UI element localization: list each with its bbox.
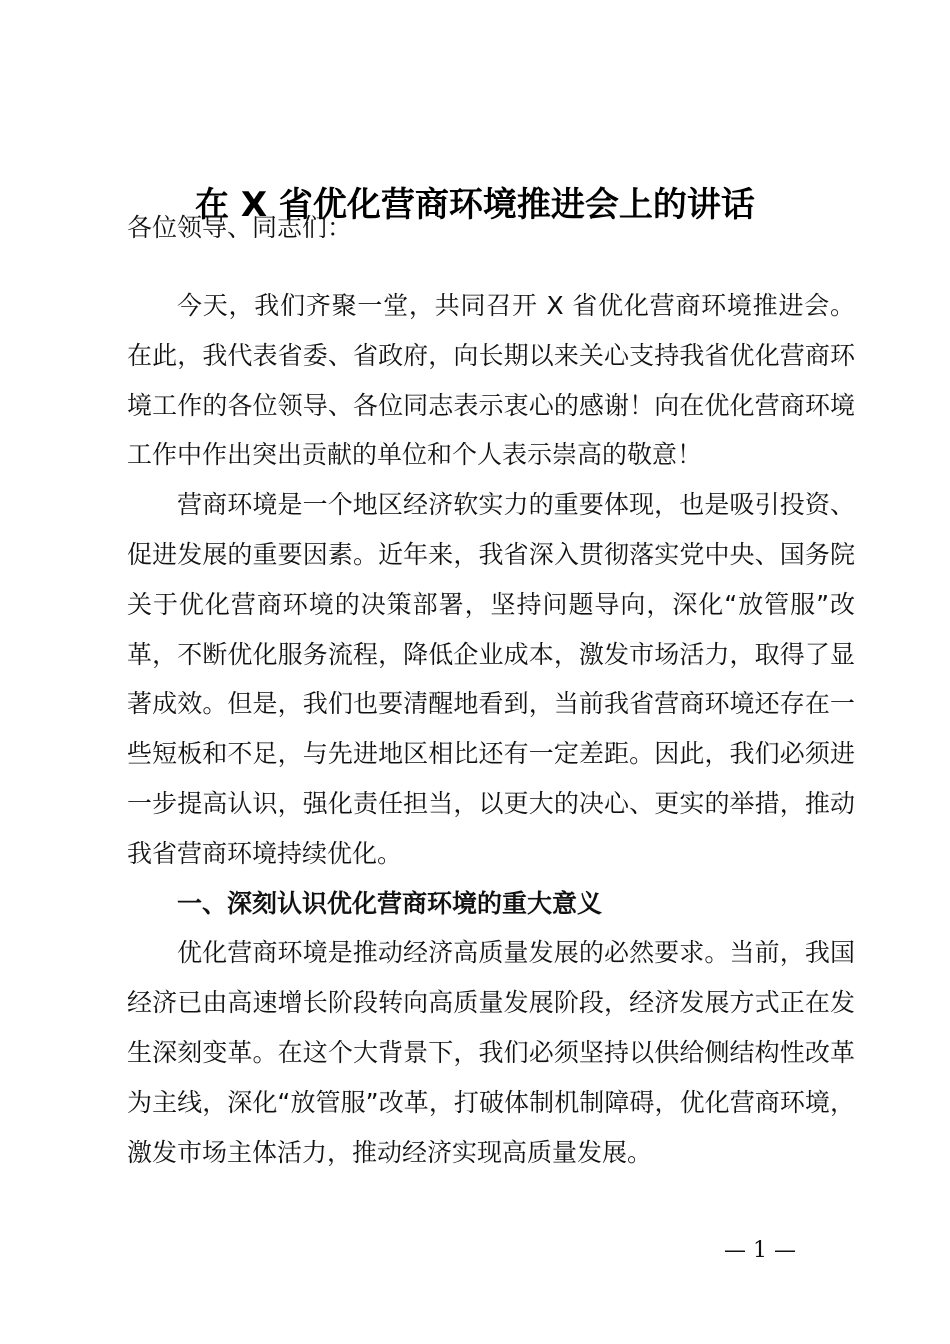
page-title: 在 X 省优化营商环境推进会上的讲话 (195, 185, 755, 225)
page-number: — 1 — (724, 1238, 796, 1263)
paragraph: 营商环境是一个地区经济软实力的重要体现，也是吸引投资、促进发展的重要因素。近年来，我省深入贯彻落实党中央、国务院关于优化营商环境的决策部署，坚持问题导向，深化“放管服”改革，不断优化服务流程，降低企业成本，激发市场活力，取得了显著成效。但是，我们也要清醒地看到，当前我省营商环境还存在一些短板和不足，与先进地区相比还有一定差距。因此，我们必须进一步提高认识，强化责任担当，以更大的决心、更实的举措，推动我省营商环境持续优化。 (127, 490, 855, 868)
paragraph: 今天，我们齐聚一堂，共同召开 X 省优化营商环境推进会。在此，我代表省委、省政府，向长期以来关心支持我省优化营商环境工作的各位领导、各位同志表示衷心的感谢！向在优化营商环境工作中作出突出贡献的单位和个人表示崇高的敬意！ (127, 291, 855, 470)
section-heading: 一、深刻认识优化营商环境的重大意义 (177, 888, 603, 918)
salutation: 各位领导、同志们： (127, 213, 353, 242)
paragraph: 优化营商环境是推动经济高质量发展的必然要求。当前，我国经济已由高速增长阶段转向高质量发展阶段，经济发展方式正在发生深刻变革。在这个大背景下，我们必须坚持以供给侧结构性改革为主线，深化“放管服”改革，打破体制机制障碍，优化营商环境，激发市场主体活力，推动经济实现高质量发展。 (127, 938, 855, 1167)
document-body (127, 281, 855, 1177)
